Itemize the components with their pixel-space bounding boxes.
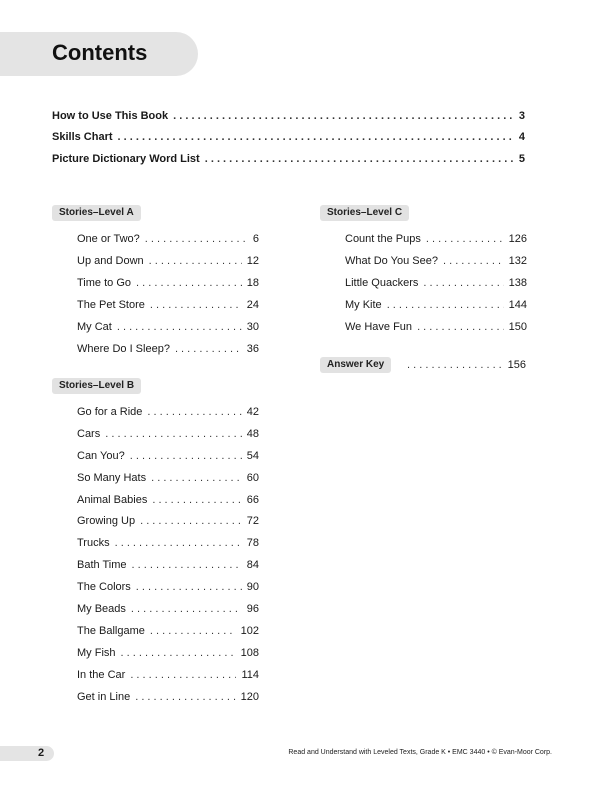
toc-entry-label: My Beads — [77, 603, 126, 615]
dot-leader — [173, 109, 514, 123]
toc-entry-label: Growing Up — [77, 515, 136, 527]
toc-entry-how-to-use[interactable] — [52, 109, 525, 123]
dot-leader — [423, 276, 503, 290]
dot-leader — [387, 298, 504, 312]
toc-entry-label: Cars — [77, 428, 101, 440]
toc-entry[interactable] — [77, 536, 259, 550]
toc-entry-page: 3 — [518, 110, 525, 122]
dot-leader — [150, 624, 236, 638]
dot-leader — [132, 558, 242, 572]
toc-entry-page: 30 — [246, 321, 259, 333]
dot-leader — [130, 449, 242, 463]
dot-leader — [135, 690, 235, 704]
toc-entry-label: Picture Dictionary Word List — [52, 153, 200, 165]
toc-entry[interactable] — [77, 668, 259, 682]
toc-entry-page: 72 — [246, 515, 259, 527]
toc-entry[interactable] — [345, 276, 527, 290]
toc-entry-label: The Ballgame — [77, 625, 145, 637]
dot-leader — [130, 668, 236, 682]
toc-entry-page: 54 — [246, 450, 259, 462]
toc-entry-page: 6 — [252, 233, 259, 245]
toc-entry-page: 66 — [246, 494, 259, 506]
toc-entry-label: Go for a Ride — [77, 406, 143, 418]
toc-entry-page: 78 — [246, 537, 259, 549]
toc-entry-picture-dictionary[interactable] — [52, 152, 525, 166]
toc-entry-label: Little Quackers — [345, 277, 419, 289]
footer-page-tab — [0, 746, 54, 761]
dot-leader — [417, 320, 504, 334]
toc-entry-page: 12 — [246, 255, 259, 267]
toc-entry[interactable] — [77, 342, 259, 356]
toc-entry[interactable] — [345, 232, 527, 246]
toc-entry-label: In the Car — [77, 669, 126, 681]
dot-leader — [145, 232, 248, 246]
dot-leader — [147, 405, 241, 419]
dot-leader — [426, 232, 504, 246]
toc-entry[interactable] — [77, 449, 259, 463]
toc-entry[interactable] — [77, 471, 259, 485]
section-heading-level-a: Stories–Level A — [52, 205, 141, 221]
toc-entry-label: Up and Down — [77, 255, 144, 267]
dot-leader — [151, 471, 242, 485]
toc-entry-label: One or Two? — [77, 233, 140, 245]
page-title: Contents — [52, 40, 148, 65]
toc-entry[interactable] — [77, 558, 259, 572]
dot-leader — [205, 152, 514, 166]
toc-entry-page: 144 — [508, 299, 527, 311]
toc-entry-page: 132 — [508, 255, 527, 267]
toc-entry-label: Skills Chart — [52, 131, 113, 143]
toc-entry-label: So Many Hats — [77, 472, 147, 484]
dot-leader — [152, 493, 241, 507]
toc-entry[interactable] — [77, 276, 259, 290]
toc-entry-page: 24 — [246, 299, 259, 311]
toc-entry-label: Count the Pups — [345, 233, 421, 245]
dot-leader — [131, 602, 242, 616]
dot-leader — [175, 342, 242, 356]
toc-entry-page: 48 — [246, 428, 259, 440]
toc-entry[interactable] — [77, 514, 259, 528]
toc-entry[interactable] — [77, 427, 259, 441]
toc-entry-page: 114 — [241, 669, 259, 681]
toc-entry[interactable] — [77, 493, 259, 507]
toc-entry-label: Bath Time — [77, 559, 127, 571]
toc-entry-page: 18 — [246, 277, 259, 289]
toc-entry[interactable] — [77, 232, 259, 246]
toc-entry[interactable] — [77, 646, 259, 660]
dot-leader — [150, 298, 242, 312]
toc-entry-label: My Cat — [77, 321, 112, 333]
dot-leader — [407, 358, 503, 372]
toc-entry[interactable] — [77, 580, 259, 594]
dot-leader — [136, 276, 242, 290]
footer-credit: Read and Understand with Leveled Texts, Grade K • EMC 3440 • © Evan-Moor Corp. — [288, 749, 552, 756]
toc-entry-label: How to Use This Book — [52, 110, 169, 122]
toc-entry[interactable] — [77, 690, 259, 704]
toc-entry-page: 5 — [518, 153, 525, 165]
section-heading-level-c: Stories–Level C — [320, 205, 409, 221]
toc-entry[interactable] — [77, 298, 259, 312]
dot-leader — [140, 514, 242, 528]
toc-entry-page: 36 — [246, 343, 259, 355]
dot-leader — [443, 254, 504, 268]
toc-entry[interactable] — [77, 602, 259, 616]
toc-entry[interactable] — [77, 624, 259, 638]
answer-key-badge: Answer Key — [320, 357, 391, 373]
toc-entry-page: 60 — [246, 472, 259, 484]
toc-entry-skills-chart[interactable] — [52, 130, 525, 144]
toc-entry-page: 42 — [246, 406, 259, 418]
section-heading-level-b: Stories–Level B — [52, 378, 141, 394]
toc-entry-page: 4 — [518, 131, 525, 143]
toc-entry-label: Time to Go — [77, 277, 131, 289]
toc-entry[interactable] — [345, 320, 527, 334]
toc-entry-page: 84 — [246, 559, 259, 571]
dot-leader — [118, 130, 514, 144]
toc-entry-label: My Kite — [345, 299, 382, 311]
dot-leader — [115, 536, 242, 550]
toc-entry-label: We Have Fun — [345, 321, 413, 333]
toc-entry-label: Animal Babies — [77, 494, 148, 506]
toc-entry-label: Can You? — [77, 450, 125, 462]
toc-entry-label: The Colors — [77, 581, 131, 593]
toc-entry-page: 126 — [508, 233, 527, 245]
toc-entry-page: 108 — [240, 647, 259, 659]
toc-entry[interactable] — [77, 254, 259, 268]
dot-leader — [105, 427, 242, 441]
dot-leader — [149, 254, 242, 268]
dot-leader — [121, 646, 236, 660]
toc-entry[interactable] — [77, 405, 259, 419]
toc-entry-answer-key[interactable] — [402, 358, 526, 372]
toc-entry-label: My Fish — [77, 647, 116, 659]
toc-entry-label: Where Do I Sleep? — [77, 343, 170, 355]
dot-leader — [117, 320, 242, 334]
toc-entry-label: Get in Line — [77, 691, 131, 703]
toc-entry[interactable] — [77, 320, 259, 334]
toc-entry-page: 138 — [508, 277, 527, 289]
toc-entry-label: What Do You See? — [345, 255, 438, 267]
toc-entry-page: 150 — [508, 321, 527, 333]
toc-entry-label: The Pet Store — [77, 299, 145, 311]
toc-entry[interactable] — [345, 254, 527, 268]
toc-entry-page: 120 — [240, 691, 259, 703]
toc-entry-page: 96 — [246, 603, 259, 615]
dot-leader — [136, 580, 242, 594]
toc-entry-page: 156 — [507, 359, 526, 371]
toc-entry-page: 90 — [246, 581, 259, 593]
toc-entry-label: Trucks — [77, 537, 110, 549]
toc-entry[interactable] — [345, 298, 527, 312]
page-number: 2 — [38, 747, 45, 759]
toc-entry-page: 102 — [240, 625, 259, 637]
